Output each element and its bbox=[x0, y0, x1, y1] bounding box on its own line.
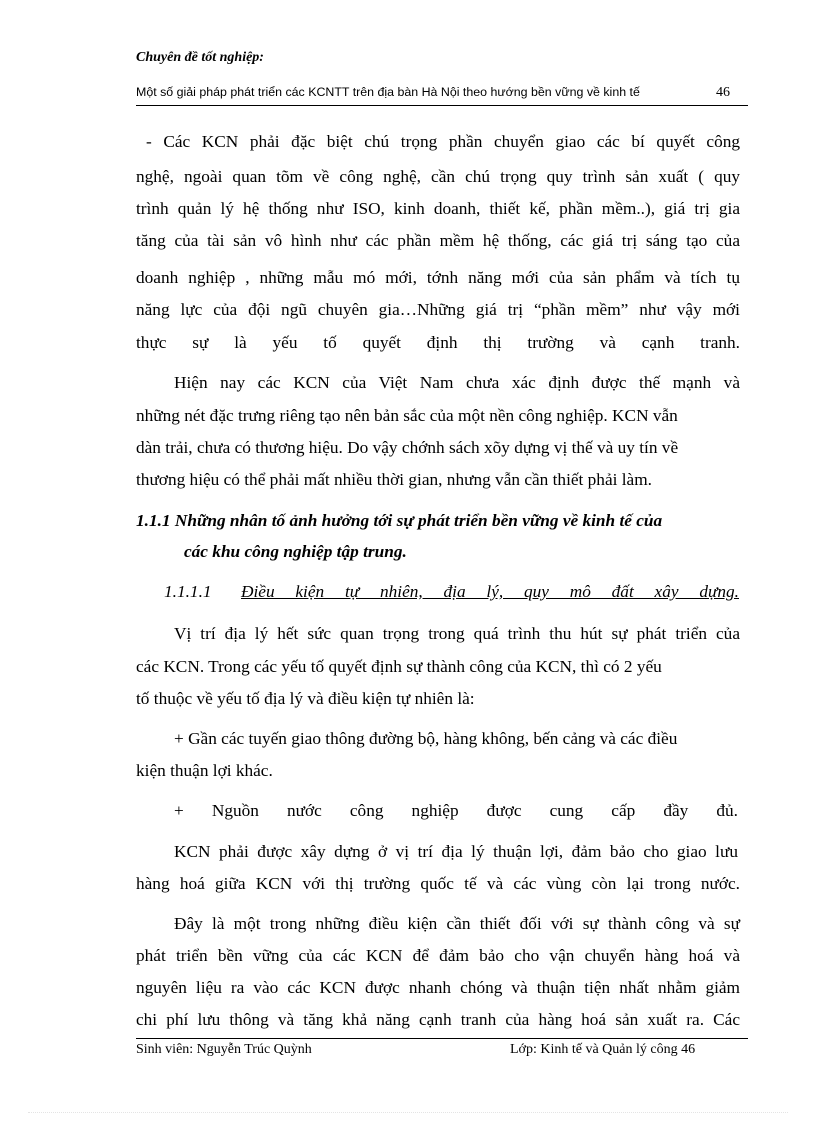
body-line: Hiện nay các KCN của Việt Nam chưa xác định được thế mạnh và bbox=[174, 373, 740, 392]
footer-class: Lớp: Kinh tế và Quản lý công 46 bbox=[510, 1042, 696, 1057]
body-line: tăng của tài sản vô hình như các phần mềm hệ thống, các giá trị sáng tạo của bbox=[136, 231, 740, 250]
body-line: hàng hoá giữa KCN với thị trường quốc tế và các vùng còn lại trong nước. bbox=[136, 874, 740, 893]
section-heading: 1.1.1 Những nhân tố ảnh hưởng tới sự phát triển bền vững về kinh tế của bbox=[136, 511, 663, 530]
page-number: 46 bbox=[716, 85, 730, 100]
subsection-heading bbox=[241, 581, 739, 603]
body-line: các KCN. Trong các yếu tố quyết định sự thành công của KCN, thì có 2 yếu bbox=[136, 657, 662, 676]
header-subtitle: Một số giải pháp phát triển các KCNTT trên địa bàn Hà Nội theo hướng bền vững về kinh tế bbox=[136, 85, 640, 99]
body-line: Vị trí địa lý hết sức quan trọng trong quá trình thu hút sự phát triển của bbox=[174, 624, 740, 643]
footer-divider bbox=[136, 1038, 748, 1039]
body-line: dàn trải, chưa có thương hiệu. Do vậy chớnh sách xõy dựng vị thế và uy tín về bbox=[136, 438, 679, 457]
section-heading-cont: các khu công nghiệp tập trung. bbox=[184, 542, 407, 561]
body-line: - Các KCN phải đặc biệt chú trọng phần chuyển giao các bí quyết công bbox=[146, 132, 740, 151]
header-title: Chuyên đề tốt nghiệp: bbox=[136, 50, 264, 65]
body-line: + Gần các tuyến giao thông đường bộ, hàng không, bến cảng và các điều bbox=[174, 729, 678, 748]
body-line: tố thuộc về yếu tố địa lý và điều kiện tự nhiên là: bbox=[136, 689, 475, 708]
body-line: + Nguồn nước công nghiệp được cung cấp đầy đủ. bbox=[174, 801, 738, 820]
body-line: kiện thuận lợi khác. bbox=[136, 761, 273, 780]
body-line: doanh nghiệp , những mẫu mó mới, tớnh năng mới của sản phẩm và tích tụ bbox=[136, 268, 740, 287]
footer-student: Sinh viên: Nguyễn Trúc Quỳnh bbox=[136, 1042, 312, 1057]
body-line: năng lực của đội ngũ chuyên gia…Những giá trị “phần mềm” như vậy mới bbox=[136, 300, 740, 319]
body-line: những nét đặc trưng riêng tạo nên bản sắc của một nền công nghiệp. KCN vẫn bbox=[136, 406, 678, 425]
page-bottom-border bbox=[28, 1112, 788, 1113]
body-line: nghệ, ngoài quan tõm về công nghệ, cần chú trọng quy trình sản xuất ( quy bbox=[136, 167, 740, 186]
body-line: KCN phải được xây dựng ở vị trí địa lý thuận lợi, đảm bảo cho giao lưu bbox=[174, 842, 738, 861]
body-line: phát triển bền vững của các KCN để đảm bảo cho vận chuyển hàng hoá và bbox=[136, 946, 740, 965]
body-line: trình quản lý hệ thống như ISO, kinh doanh, thiết kế, phần mềm..), giá trị gia bbox=[136, 199, 740, 218]
body-line: Đây là một trong những điều kiện cần thiết đối với sự thành công và sự bbox=[174, 914, 740, 933]
body-line: thực sự là yếu tố quyết định thị trường và cạnh tranh. bbox=[136, 333, 740, 352]
body-line: chi phí lưu thông và tăng khả năng cạnh tranh của hàng hoá sản xuất ra. Các bbox=[136, 1010, 740, 1029]
header-divider bbox=[136, 105, 748, 106]
subsection-number: 1.1.1.1 bbox=[164, 582, 212, 601]
subsection-heading-text: Điều kiện tự nhiên, địa lý, quy mô đất xây dựng. bbox=[241, 582, 739, 601]
body-line: thương hiệu có thể phải mất nhiều thời gian, nhưng vẫn cần thiết phải làm. bbox=[136, 470, 652, 489]
body-line: nguyên liệu ra vào các KCN được nhanh chóng và thuận tiện nhất nhằm giảm bbox=[136, 978, 740, 997]
